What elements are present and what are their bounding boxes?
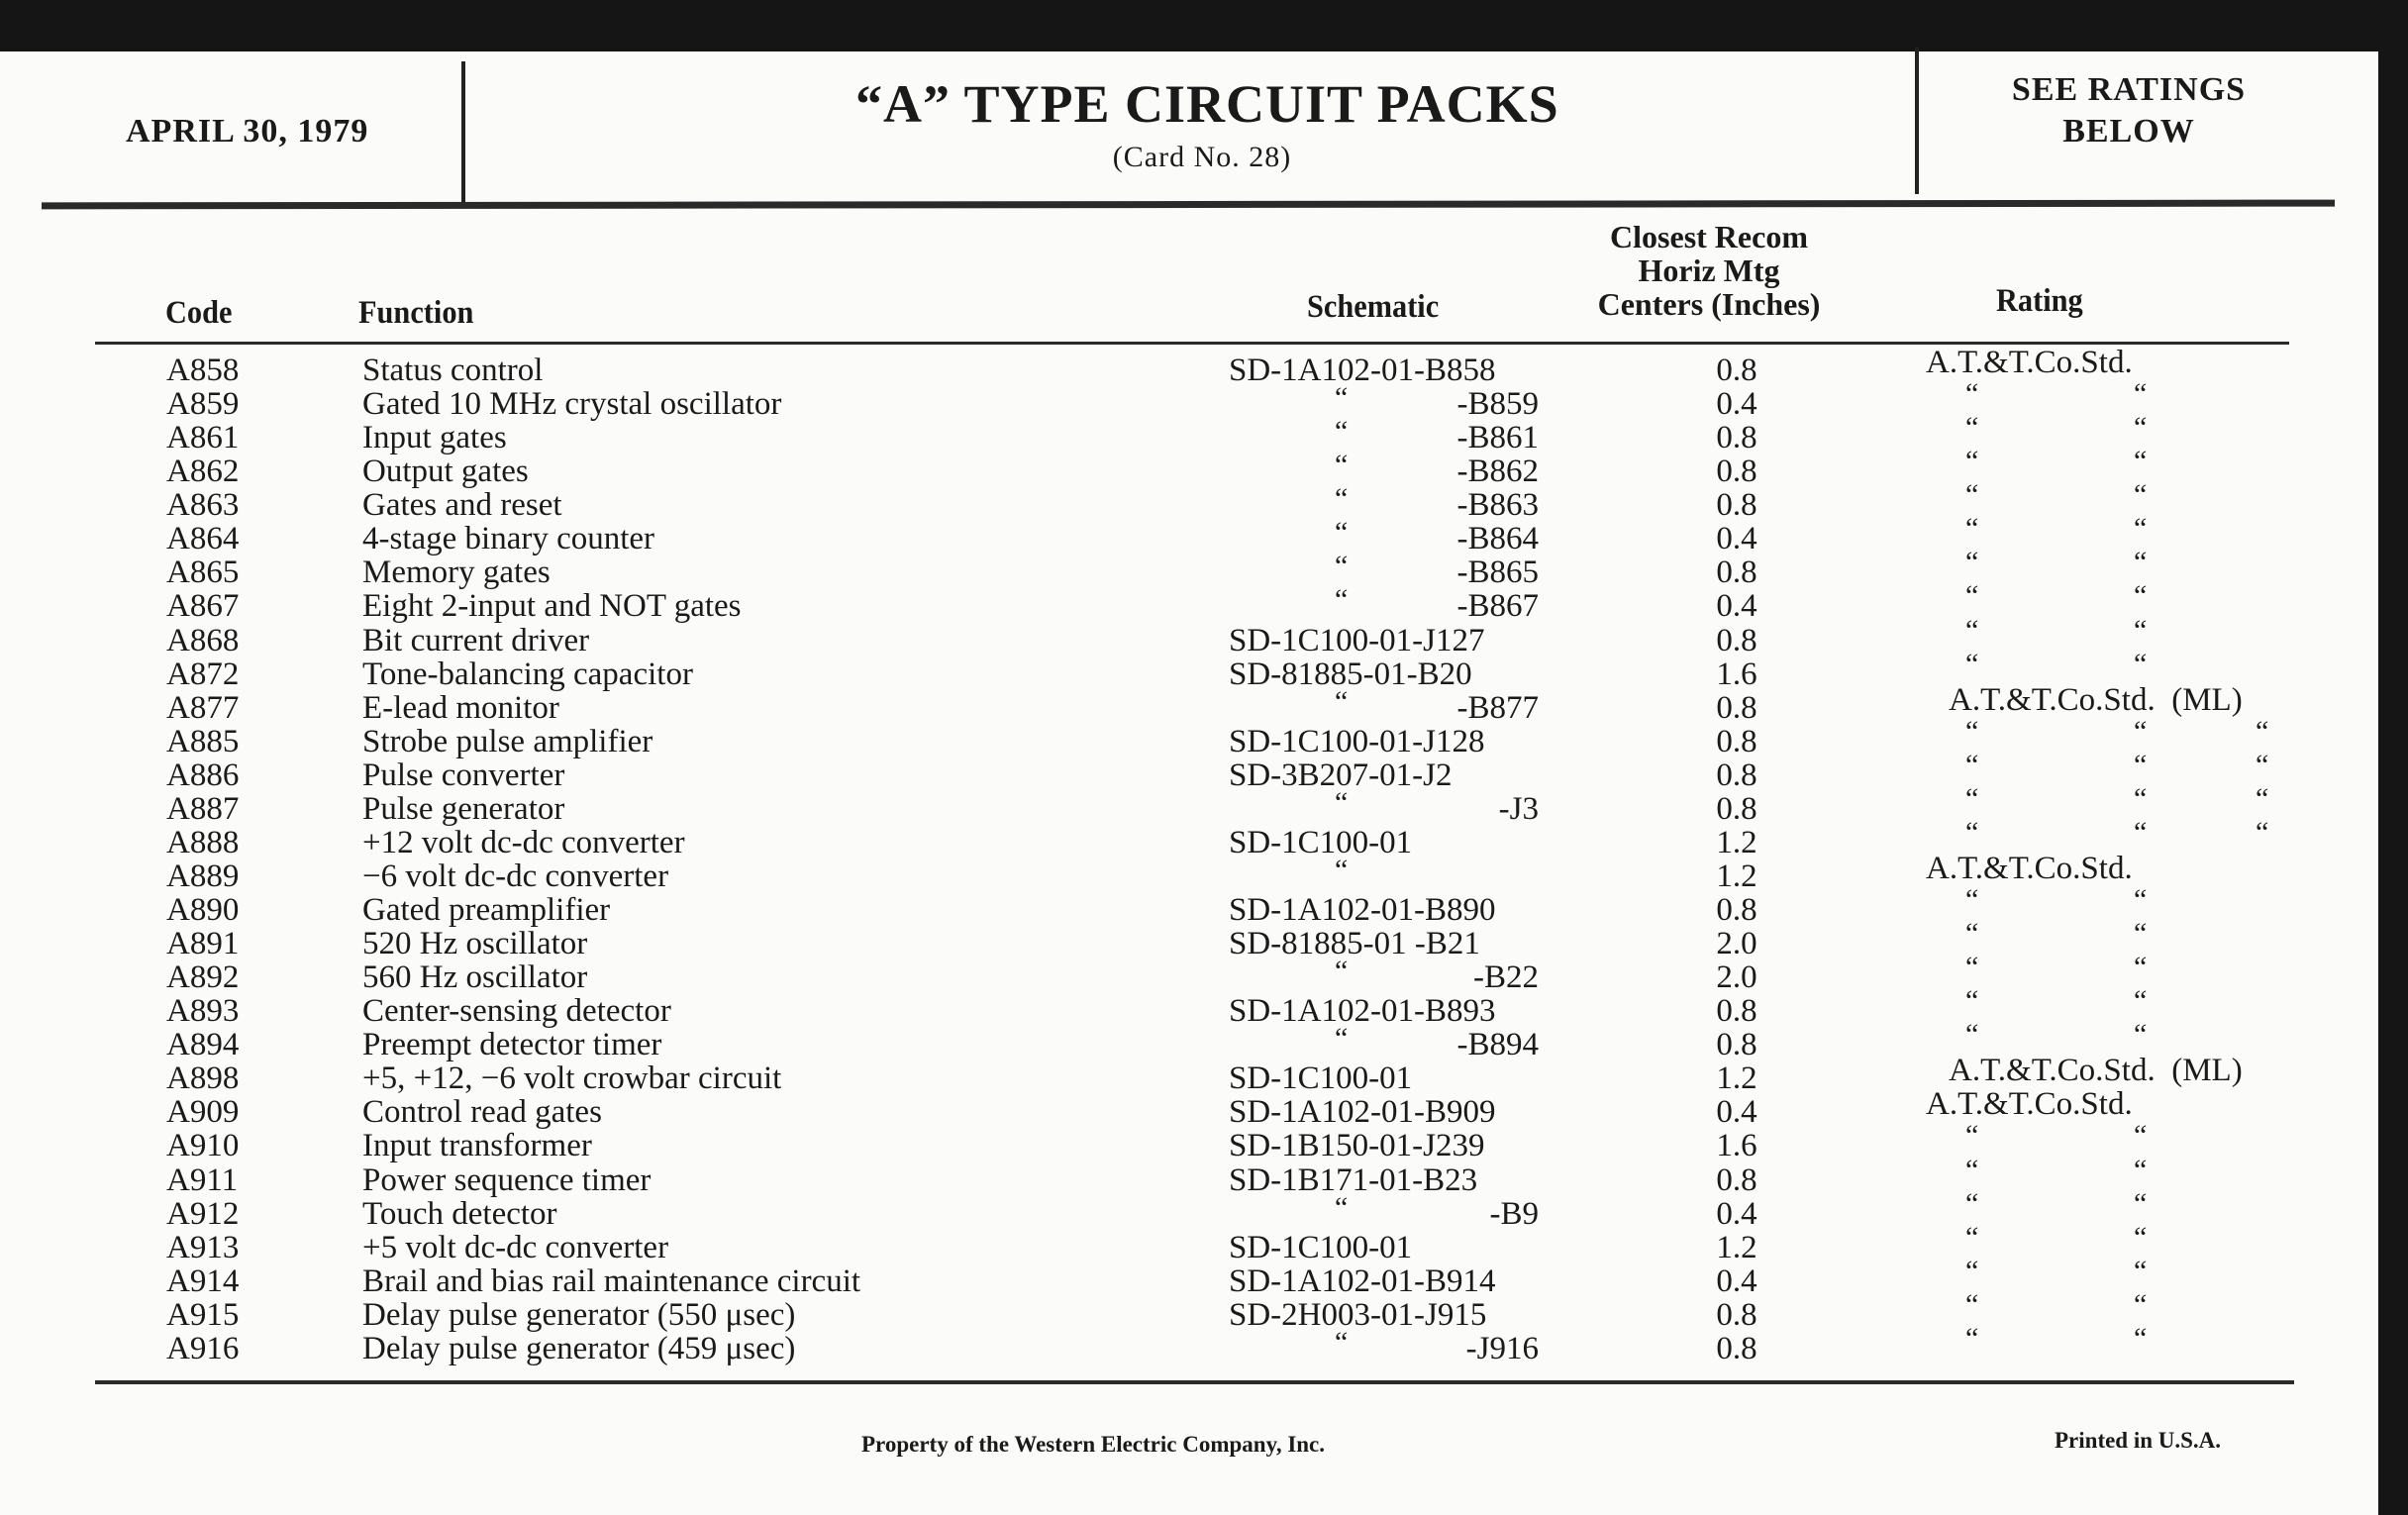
pack-code: A858 xyxy=(166,353,240,388)
rating-ditto-mark: “ xyxy=(1965,917,1979,951)
rating: A.T.&T.Co.Std. xyxy=(1926,1086,2133,1123)
mounting-centers: 0.4 xyxy=(1716,521,1757,557)
schematic-number: SD-81885-01-B20 xyxy=(1229,656,1472,692)
mounting-centers: 0.8 xyxy=(1716,1027,1757,1063)
mounting-centers: 1.6 xyxy=(1716,1128,1757,1164)
ratings-note-line2: BELOW xyxy=(2062,113,2195,150)
table-row xyxy=(0,445,2376,490)
rating-ditto-mark: “ xyxy=(1965,546,1979,579)
schematic-number: SD-1A102-01-B858 xyxy=(1229,353,1496,388)
pack-function: Delay pulse generator (459 μsec) xyxy=(362,1330,796,1366)
pack-function: +5, +12, −6 volt crowbar circuit xyxy=(362,1060,782,1097)
rating-ditto-mark: “ xyxy=(2256,748,2269,781)
schematic-suffix: -B22 xyxy=(1473,960,1539,996)
schematic-ditto-mark: “ xyxy=(1335,482,1349,516)
pack-function: Bit current driver xyxy=(362,622,590,658)
pack-function: Gated preamplifier xyxy=(362,892,611,928)
table-row xyxy=(0,917,2376,962)
table-row xyxy=(0,883,2376,928)
pack-code: A872 xyxy=(166,656,240,692)
pack-code: A911 xyxy=(166,1162,239,1198)
pack-code: A887 xyxy=(166,790,240,827)
mounting-centers: 0.8 xyxy=(1716,555,1757,591)
column-header-schematic: Schematic xyxy=(1307,289,1440,325)
table-row xyxy=(0,345,2376,388)
table-row xyxy=(0,1287,2376,1333)
schematic-suffix: -J916 xyxy=(1465,1330,1539,1366)
rating-ditto-mark: “ xyxy=(2134,1119,2148,1153)
schematic-ditto-mark: “ xyxy=(1335,415,1349,449)
pack-code: A859 xyxy=(166,386,240,423)
schematic-ditto-mark: “ xyxy=(1335,550,1349,583)
table-bottom-rule xyxy=(95,1380,2294,1384)
circuit-pack-table xyxy=(0,345,2376,1366)
rating-ditto-mark: “ xyxy=(2256,714,2269,748)
table-row xyxy=(0,1186,2376,1232)
rating-ditto-mark: “ xyxy=(1965,1186,1979,1220)
table-row xyxy=(0,748,2376,793)
schematic-number: SD-1C100-01 xyxy=(1229,824,1413,860)
mounting-centers: 0.8 xyxy=(1716,353,1757,388)
schematic-suffix: -B862 xyxy=(1456,454,1539,490)
schematic-suffix: -B864 xyxy=(1456,521,1539,557)
schematic-suffix: -B877 xyxy=(1456,689,1539,726)
rating: A.T.&T.Co.Std. (ML) xyxy=(1949,681,2243,718)
mounting-centers: 1.6 xyxy=(1716,656,1757,692)
column-header-function: Function xyxy=(358,295,474,331)
table-row xyxy=(0,613,2376,658)
table-row xyxy=(0,411,2376,456)
rating-ditto-mark: “ xyxy=(1965,1321,1979,1355)
schematic-number: SD-1C100-01-J128 xyxy=(1229,723,1485,759)
rating-ditto-mark: “ xyxy=(1965,748,1979,781)
table-row xyxy=(0,1119,2376,1164)
pack-code: A863 xyxy=(166,487,240,524)
table-row xyxy=(0,984,2376,1030)
pack-code: A891 xyxy=(166,926,240,962)
table-row xyxy=(0,512,2376,557)
rating: A.T.&T.Co.Std. xyxy=(1926,850,2133,886)
schematic-number: SD-1A102-01-B909 xyxy=(1229,1094,1496,1131)
rating-ditto-mark: “ xyxy=(1965,1287,1979,1321)
pack-function: +5 volt dc-dc converter xyxy=(362,1229,669,1265)
pack-code: A865 xyxy=(166,555,240,591)
rating-ditto-mark: “ xyxy=(1965,815,1979,849)
rating-ditto-mark: “ xyxy=(1965,1119,1979,1153)
rating-ditto-mark: “ xyxy=(2134,984,2148,1018)
rating-ditto-mark: “ xyxy=(1965,512,1979,546)
pack-function: 520 Hz oscillator xyxy=(362,926,588,962)
rating-ditto-mark: “ xyxy=(1965,781,1979,815)
rating-ditto-mark: “ xyxy=(2134,377,2148,411)
rating-ditto-mark: “ xyxy=(2134,613,2148,647)
pack-code: A914 xyxy=(166,1262,240,1299)
ratings-note-line1: SEE RATINGS xyxy=(2011,71,2247,108)
schematic-suffix: -B863 xyxy=(1456,487,1539,524)
pack-function: Strobe pulse amplifier xyxy=(362,723,653,759)
rating-ditto-mark: “ xyxy=(1965,714,1979,748)
pack-function: Touch detector xyxy=(362,1195,557,1232)
pack-function: Pulse generator xyxy=(362,790,565,827)
schematic-number: SD-1B171-01-B23 xyxy=(1229,1162,1478,1198)
mounting-centers: 0.8 xyxy=(1716,993,1757,1030)
schematic-ditto-mark: “ xyxy=(1335,785,1349,819)
pack-function: Control read gates xyxy=(362,1094,602,1131)
schematic-suffix: -B9 xyxy=(1489,1195,1539,1232)
header-divider-left xyxy=(461,61,465,202)
mounting-centers: 1.2 xyxy=(1716,824,1757,860)
rating-ditto-mark: “ xyxy=(2134,1287,2148,1321)
rating-ditto-mark: “ xyxy=(2134,1018,2148,1052)
rating-ditto-mark: “ xyxy=(2134,781,2148,815)
pack-code: A868 xyxy=(166,622,240,658)
pack-function: Power sequence timer xyxy=(362,1162,652,1198)
schematic-number: SD-3B207-01-J2 xyxy=(1229,757,1453,793)
pack-code: A890 xyxy=(166,892,240,928)
pack-code: A915 xyxy=(166,1296,240,1333)
rating-ditto-mark: “ xyxy=(1965,647,1979,680)
mounting-centers: 0.8 xyxy=(1716,723,1757,759)
rating-ditto-mark: “ xyxy=(2134,1220,2148,1254)
schematic-suffix: -B867 xyxy=(1456,588,1539,625)
card-number: (Card No. 28) xyxy=(1112,141,1292,173)
footer-printed: Printed in U.S.A. xyxy=(2055,1428,2222,1453)
rating-ditto-mark: “ xyxy=(1965,613,1979,647)
schematic-ditto-mark: “ xyxy=(1335,381,1349,415)
schematic-number: SD-1A102-01-B890 xyxy=(1229,892,1496,928)
schematic-number: SD-81885-01 -B21 xyxy=(1229,926,1480,962)
table-row xyxy=(0,1086,2376,1131)
pack-code: A894 xyxy=(166,1027,240,1063)
rating-ditto-mark: “ xyxy=(2134,647,2148,680)
column-header-centers-line3: Centers (Inches) xyxy=(1597,286,1821,322)
pack-code: A861 xyxy=(166,420,240,456)
rating-ditto-mark: “ xyxy=(1965,478,1979,512)
mounting-centers: 0.8 xyxy=(1716,1296,1757,1333)
pack-function: 4-stage binary counter xyxy=(362,521,655,557)
pack-function: Input gates xyxy=(362,420,507,456)
schematic-suffix: -B865 xyxy=(1456,555,1539,591)
column-header-centers-line2: Horiz Mtg xyxy=(1638,252,1780,288)
pack-code: A867 xyxy=(166,588,240,625)
pack-code: A886 xyxy=(166,757,240,793)
schematic-ditto-mark: “ xyxy=(1335,583,1349,617)
rating-ditto-mark: “ xyxy=(2134,411,2148,445)
rating-ditto-mark: “ xyxy=(2134,1186,2148,1220)
rating-ditto-mark: “ xyxy=(1965,951,1979,984)
pack-code: A888 xyxy=(166,824,240,860)
pack-function: Output gates xyxy=(362,454,529,490)
pack-function: Gated 10 MHz crystal oscillator xyxy=(362,386,782,423)
pack-function: Tone-balancing capacitor xyxy=(362,656,693,692)
pack-function: 560 Hz oscillator xyxy=(362,960,588,996)
mounting-centers: 2.0 xyxy=(1716,960,1757,996)
mounting-centers: 0.4 xyxy=(1716,1195,1757,1232)
rating-ditto-mark: “ xyxy=(2134,445,2148,478)
pack-function: E-lead monitor xyxy=(362,689,559,726)
schematic-suffix: -J3 xyxy=(1498,790,1539,827)
column-header-centers-line1: Closest Recom xyxy=(1610,219,1808,254)
schematic-ditto-mark: “ xyxy=(1335,1022,1349,1056)
footer-property: Property of the Western Electric Company, Inc. xyxy=(861,1432,1326,1457)
schematic-suffix: -B861 xyxy=(1456,420,1539,456)
table-row xyxy=(0,1254,2376,1299)
table-row xyxy=(0,377,2376,423)
pack-function: Eight 2-input and NOT gates xyxy=(362,588,742,625)
pack-function: Preempt detector timer xyxy=(362,1027,662,1063)
pack-code: A889 xyxy=(166,858,240,894)
table-row xyxy=(0,579,2376,625)
rating-ditto-mark: “ xyxy=(2134,883,2148,916)
rating-ditto-mark: “ xyxy=(2256,815,2269,849)
schematic-ditto-mark: “ xyxy=(1335,1190,1349,1224)
pack-code: A898 xyxy=(166,1060,240,1097)
table-row xyxy=(0,850,2376,894)
rating-ditto-mark: “ xyxy=(2134,1321,2148,1355)
rating-ditto-mark: “ xyxy=(2134,951,2148,984)
table-row xyxy=(0,951,2376,996)
rating-ditto-mark: “ xyxy=(2134,917,2148,951)
schematic-suffix: -B894 xyxy=(1456,1027,1539,1063)
page-title: “A” TYPE CIRCUIT PACKS xyxy=(855,74,1559,134)
pack-code: A909 xyxy=(166,1094,240,1131)
schematic-number: SD-1A102-01-B893 xyxy=(1229,993,1496,1030)
mounting-centers: 0.8 xyxy=(1716,757,1757,793)
table-row xyxy=(0,1220,2376,1265)
rating-ditto-mark: “ xyxy=(2134,1153,2148,1186)
schematic-ditto-mark: “ xyxy=(1335,955,1349,988)
rating: A.T.&T.Co.Std. (ML) xyxy=(1949,1053,2243,1089)
mounting-centers: 1.2 xyxy=(1716,1229,1757,1265)
column-header-code: Code xyxy=(165,295,233,331)
card-date: APRIL 30, 1979 xyxy=(126,113,369,150)
rating-ditto-mark: “ xyxy=(1965,883,1979,916)
schematic-number: SD-2H003-01-J915 xyxy=(1229,1296,1487,1333)
pack-function: +12 volt dc-dc converter xyxy=(362,824,685,860)
schematic-number: SD-1C100-01-J127 xyxy=(1229,622,1485,658)
rating-ditto-mark: “ xyxy=(1965,579,1979,613)
schematic-ditto-mark: “ xyxy=(1335,684,1349,718)
rating-ditto-mark: “ xyxy=(2256,781,2269,815)
pack-code: A916 xyxy=(166,1330,240,1366)
mounting-centers: 0.8 xyxy=(1716,420,1757,456)
rating-ditto-mark: “ xyxy=(1965,377,1979,411)
mounting-centers: 2.0 xyxy=(1716,926,1757,962)
pack-code: A877 xyxy=(166,689,240,726)
rating-ditto-mark: “ xyxy=(1965,411,1979,445)
pack-code: A893 xyxy=(166,993,240,1030)
rating-ditto-mark: “ xyxy=(1965,1254,1979,1287)
table-row xyxy=(0,1153,2376,1198)
mounting-centers: 0.8 xyxy=(1716,1330,1757,1366)
mounting-centers: 0.8 xyxy=(1716,487,1757,524)
pack-code: A913 xyxy=(166,1229,240,1265)
mounting-centers: 1.2 xyxy=(1716,858,1757,894)
rating-ditto-mark: “ xyxy=(1965,1018,1979,1052)
table-row xyxy=(0,681,2376,726)
rating-ditto-mark: “ xyxy=(1965,984,1979,1018)
rating-ditto-mark: “ xyxy=(1965,1220,1979,1254)
column-header-rating: Rating xyxy=(1996,283,2083,319)
mounting-centers: 0.8 xyxy=(1716,622,1757,658)
schematic-number: SD-1C100-01 xyxy=(1229,1229,1413,1265)
rating-ditto-mark: “ xyxy=(2134,478,2148,512)
pack-code: A892 xyxy=(166,960,240,996)
mounting-centers: 0.4 xyxy=(1716,588,1757,625)
pack-code: A864 xyxy=(166,521,240,557)
table-row xyxy=(0,781,2376,827)
rating-ditto-mark: “ xyxy=(2134,714,2148,748)
schematic-suffix: -B859 xyxy=(1456,386,1539,423)
rating-ditto-mark: “ xyxy=(2134,1254,2148,1287)
pack-function: Status control xyxy=(362,353,544,388)
schematic-ditto-mark: “ xyxy=(1335,853,1349,886)
pack-function: −6 volt dc-dc converter xyxy=(362,858,669,894)
schematic-number: SD-1C100-01 xyxy=(1229,1060,1413,1097)
mounting-centers: 0.8 xyxy=(1716,1162,1757,1198)
column-header-centers xyxy=(1551,220,1867,321)
table-row xyxy=(0,546,2376,591)
rating-ditto-mark: “ xyxy=(1965,1153,1979,1186)
mounting-centers: 0.8 xyxy=(1716,892,1757,928)
table-row xyxy=(0,478,2376,524)
rating-ditto-mark: “ xyxy=(2134,579,2148,613)
mounting-centers: 0.8 xyxy=(1716,689,1757,726)
pack-code: A912 xyxy=(166,1195,240,1232)
mounting-centers: 0.4 xyxy=(1716,386,1757,423)
pack-function: Delay pulse generator (550 μsec) xyxy=(362,1296,796,1333)
pack-function: Gates and reset xyxy=(362,487,562,524)
pack-code: A885 xyxy=(166,723,240,759)
table-row xyxy=(0,1321,2376,1366)
schematic-number: SD-1A102-01-B914 xyxy=(1229,1262,1496,1299)
table-row xyxy=(0,714,2376,759)
mounting-centers: 0.8 xyxy=(1716,454,1757,490)
rating: A.T.&T.Co.Std. xyxy=(1926,345,2133,380)
schematic-ditto-mark: “ xyxy=(1335,449,1349,482)
rating-ditto-mark: “ xyxy=(2134,546,2148,579)
mounting-centers: 1.2 xyxy=(1716,1060,1757,1097)
mounting-centers: 0.8 xyxy=(1716,790,1757,827)
rating-ditto-mark: “ xyxy=(2134,748,2148,781)
pack-function: Input transformer xyxy=(362,1128,592,1164)
rating-ditto-mark: “ xyxy=(1965,445,1979,478)
rating-ditto-mark: “ xyxy=(2134,512,2148,546)
pack-function: Memory gates xyxy=(362,555,551,591)
pack-function: Center-sensing detector xyxy=(362,993,671,1030)
mounting-centers: 0.4 xyxy=(1716,1094,1757,1131)
schematic-number: SD-1B150-01-J239 xyxy=(1229,1128,1485,1164)
schematic-ditto-mark: “ xyxy=(1335,516,1349,550)
pack-code: A910 xyxy=(166,1128,240,1164)
rating-ditto-mark: “ xyxy=(2134,815,2148,849)
header-divider-right xyxy=(1915,48,1919,194)
pack-code: A862 xyxy=(166,454,240,490)
pack-function: Pulse converter xyxy=(362,757,565,793)
mounting-centers: 0.4 xyxy=(1716,1262,1757,1299)
pack-function: Brail and bias rail maintenance circuit xyxy=(362,1262,861,1299)
schematic-ditto-mark: “ xyxy=(1335,1325,1349,1359)
